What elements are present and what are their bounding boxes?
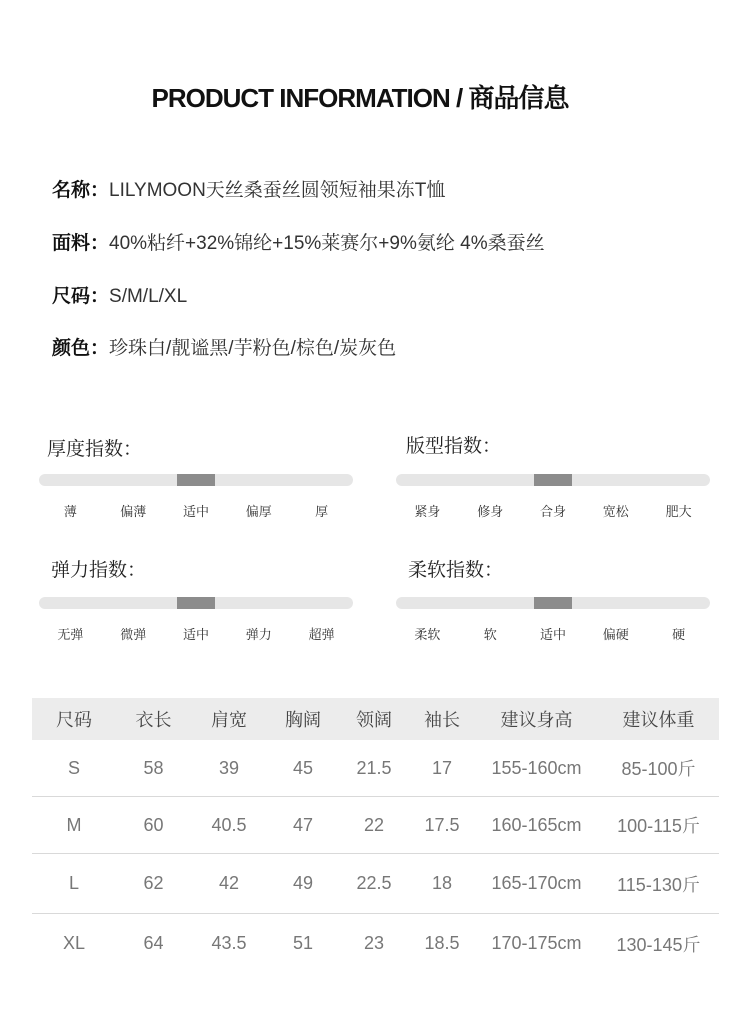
table-cell: 21.5: [339, 740, 409, 797]
size-table: [32, 698, 719, 973]
index-option: 紧身: [414, 504, 441, 519]
info-value: 40%粘纤+32%锦纶+15%莱赛尔+9%氨纶 4%桑蚕丝: [109, 233, 545, 254]
table-cell: 160-165cm: [475, 797, 598, 854]
info-row-color: [52, 333, 396, 360]
index-title: 厚度指数：: [47, 439, 143, 460]
index-option: 修身: [477, 504, 504, 519]
table-cell: 47: [267, 797, 339, 854]
index-option: 超弹: [308, 627, 335, 642]
index-labels: [396, 501, 710, 520]
index-option: 适中: [539, 627, 566, 642]
table-header-cell: 衣长: [116, 698, 191, 740]
table-cell: 60: [116, 797, 191, 854]
table-cell: 49: [267, 854, 339, 914]
index-indicator: [534, 597, 572, 609]
table-cell: S: [32, 740, 116, 797]
table-header-cell: 肩宽: [191, 698, 267, 740]
table-cell: L: [32, 854, 116, 914]
index-indicator: [177, 474, 215, 486]
index-bar: [39, 474, 353, 486]
index-bar: [396, 597, 710, 609]
table-header-cell: 建议体重: [598, 698, 719, 740]
table-cell: 64: [143, 933, 164, 953]
table-cell: 18: [409, 854, 475, 914]
table-cell: 40.5: [191, 797, 267, 854]
index-option: 无弹: [57, 627, 84, 642]
info-label: 面料：: [52, 233, 110, 254]
fit-index: [396, 431, 710, 519]
table-cell: M: [32, 797, 116, 854]
table-cell: 18.5: [424, 933, 460, 953]
info-label: 颜色：: [52, 338, 110, 359]
table-cell: 17: [409, 740, 475, 797]
info-row-fabric: [52, 228, 545, 255]
table-cell: 43.5: [211, 933, 247, 953]
index-indicator: [177, 597, 215, 609]
index-option: 薄: [63, 504, 77, 519]
table-cell: 165-170cm: [475, 854, 598, 914]
table-cell: 39: [191, 740, 267, 797]
index-option: 偏硬: [602, 627, 629, 642]
table-cell: 17.5: [409, 797, 475, 854]
table-cell: 51: [292, 933, 314, 953]
page-title: PRODUCT INFORMATION / 商品信息: [151, 83, 569, 113]
index-option: 微弹: [120, 627, 147, 642]
index-option: 硬: [672, 627, 686, 642]
thickness-index: [39, 434, 353, 519]
table-row: [32, 797, 719, 854]
index-option: 弹力: [245, 627, 272, 642]
index-option: 偏薄: [120, 504, 147, 519]
table-cell: XL: [62, 933, 86, 953]
table-cell: 100-115斤: [598, 797, 719, 854]
info-value: 珍珠白/靓谧黑/芋粉色/棕色/炭灰色: [109, 338, 397, 359]
info-row-name: [52, 175, 445, 202]
table-cell: 22: [339, 797, 409, 854]
index-bar: [39, 597, 353, 609]
table-row: [32, 854, 719, 914]
index-labels: [39, 501, 353, 520]
table-header-cell: 袖长: [409, 698, 475, 740]
table-cell: 42: [191, 854, 267, 914]
index-indicator: [534, 474, 572, 486]
index-title: 弹力指数：: [51, 560, 147, 581]
table-cell: 45: [267, 740, 339, 797]
table-cell: 62: [116, 854, 191, 914]
table-header-cell: 建议身高: [475, 698, 598, 740]
index-bar: [396, 474, 710, 486]
index-labels: [39, 624, 353, 643]
index-option: 厚: [315, 504, 329, 519]
info-label: 名称：: [52, 180, 110, 201]
index-option: 合身: [539, 504, 566, 519]
table-cell: 115-130斤: [598, 854, 719, 914]
table-cell: 155-160cm: [475, 740, 598, 797]
table-cell: 130-145斤: [616, 934, 701, 955]
table-cell: 22.5: [339, 854, 409, 914]
info-row-size: [52, 281, 187, 308]
info-label: 尺码：: [52, 286, 110, 307]
table-row: [32, 914, 719, 974]
table-header-cell: 尺码: [32, 698, 116, 740]
index-option: 肥大: [665, 504, 692, 519]
index-option: 宽松: [602, 504, 629, 519]
table-cell: 58: [116, 740, 191, 797]
index-title: 版型指数：: [406, 436, 502, 457]
softness-index: [396, 555, 710, 642]
table-cell: 85-100斤: [598, 740, 719, 797]
table-header-row: [32, 698, 719, 740]
info-value: S/M/L/XL: [109, 286, 188, 307]
table-row: [32, 740, 719, 797]
index-title: 柔软指数：: [408, 560, 504, 581]
index-option: 偏厚: [245, 504, 272, 519]
elasticity-index: [39, 555, 353, 642]
table-header-cell: 领阔: [339, 698, 409, 740]
index-labels: [396, 624, 710, 643]
table-cell: 23: [363, 933, 385, 953]
index-option: 软: [483, 627, 497, 642]
info-value: LILYMOON天丝桑蚕丝圆领短袖果冻T恤: [109, 180, 446, 201]
table-cell: 170-175cm: [491, 933, 582, 953]
index-option: 柔软: [414, 627, 441, 642]
index-option: 适中: [182, 504, 209, 519]
table-header-cell: 胸阔: [267, 698, 339, 740]
index-option: 适中: [182, 627, 209, 642]
